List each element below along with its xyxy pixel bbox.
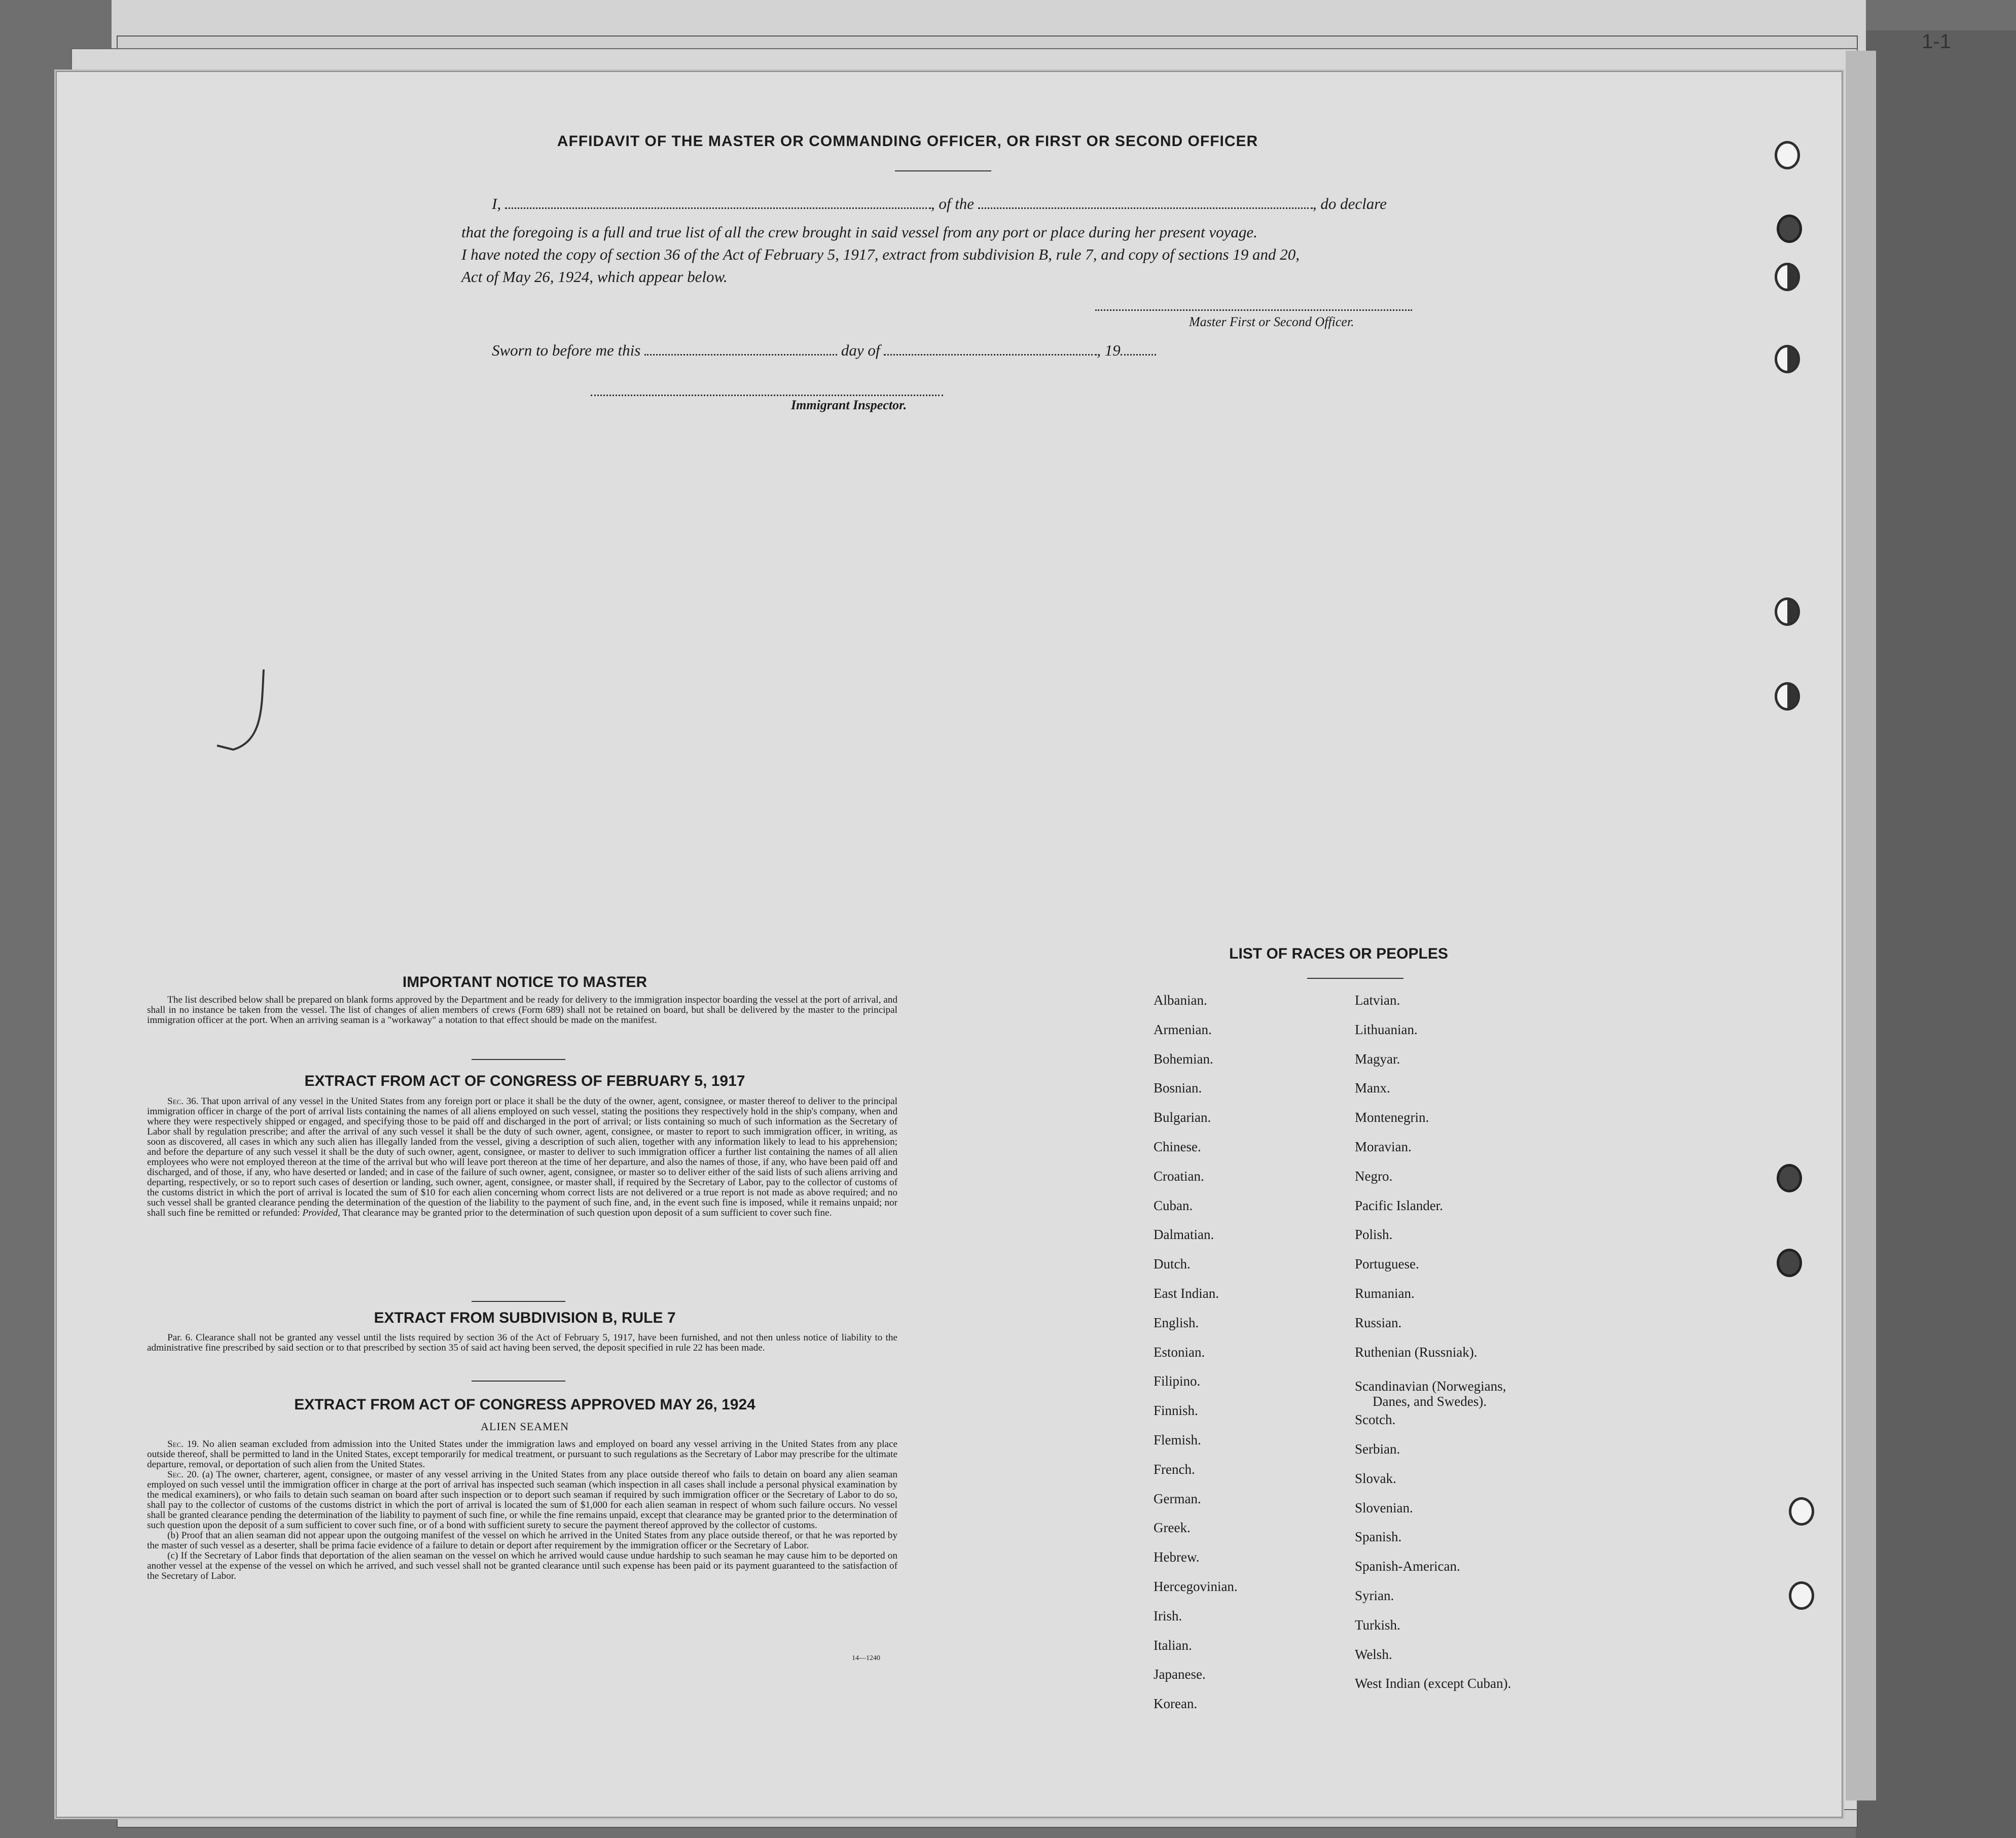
sec-19-label: Sec. 19. xyxy=(167,1439,199,1450)
punch-hole-icon xyxy=(1775,345,1800,373)
vessel-blank[interactable] xyxy=(978,197,1313,209)
punch-hole-icon xyxy=(1777,1164,1802,1192)
race-item: West Indian (except Cuban). xyxy=(1355,1676,1511,1691)
race-item: Lithuanian. xyxy=(1355,1021,1418,1037)
race-item: Manx. xyxy=(1355,1080,1390,1096)
affidavit-line-2: that the foregoing is a full and true list of all the crew brought in said vessel from any port or place during her present voyage. xyxy=(461,223,1257,241)
notice-text xyxy=(147,995,897,1026)
race-item: Slovak. xyxy=(1355,1470,1396,1486)
race-item: Negro. xyxy=(1355,1168,1393,1184)
race-item: Polish. xyxy=(1355,1227,1393,1243)
race-item: Scotch. xyxy=(1355,1412,1396,1428)
race-item: Cuban. xyxy=(1154,1197,1193,1213)
sworn-day-blank[interactable] xyxy=(644,344,837,356)
races-rule xyxy=(1307,978,1403,979)
race-item: Irish. xyxy=(1154,1608,1182,1623)
race-item: Serbian. xyxy=(1355,1441,1400,1457)
race-item: Dalmatian. xyxy=(1154,1227,1214,1243)
affidavit-i: I, xyxy=(492,195,501,213)
name-blank[interactable] xyxy=(505,197,931,209)
sec-36-label: Sec. 36. xyxy=(167,1096,199,1107)
race-item: Portuguese. xyxy=(1355,1256,1419,1272)
race-item: Albanian. xyxy=(1154,993,1207,1008)
race-item: Ruthenian (Russniak). xyxy=(1355,1344,1478,1360)
race-item: French. xyxy=(1154,1461,1195,1477)
section-rule xyxy=(472,1059,565,1060)
affidavit-line-3: I have noted the copy of section 36 of the Act of February 5, 1917, extract from subdivision B, rule 7, and copy of sections 19 and 20, xyxy=(461,245,1300,263)
sec-19-body: No alien seaman excluded from admission into the United States under the immigration laws and employed on board any vessel arriving in the United States from any place outside thereof, shall be permitted to land in the United States, except temporarily for medical treatment, or pursuant to such regulations as the Secretary of Labor may prescribe for the ultimate departure, removal, or deportation of such alien from the United States. xyxy=(147,1439,897,1470)
master-signature-line[interactable] xyxy=(1095,309,1412,311)
race-item: Rumanian. xyxy=(1355,1286,1415,1301)
race-item: Bulgarian. xyxy=(1154,1110,1211,1125)
race-item: Latvian. xyxy=(1355,993,1400,1008)
race-item: Armenian. xyxy=(1154,1021,1212,1037)
race-item: Scandinavian (Norwegians, xyxy=(1355,1378,1506,1394)
race-item: Finnish. xyxy=(1154,1403,1198,1419)
race-item: East Indian. xyxy=(1154,1286,1219,1301)
race-item: Spanish-American. xyxy=(1355,1559,1460,1574)
ink-mark xyxy=(213,664,269,756)
subdivision-b-title: EXTRACT FROM SUBDIVISION B, RULE 7 xyxy=(374,1310,676,1326)
sec-36-body: That upon arrival of any vessel in the United States from any foreign port or place it shall be the duty of the owner, agent, consignee, or master thereof to deliver to the principal immigration officer in charge of the port of arrival lists containing the names of all aliens employed on such vessel, stating the positions they respectively hold in the ship's company, when and where they were respectively shipped or engaged, and specifying those to be paid off and discharged in the port of arrival; or lists containing so much of such information as the Secretary of Labor shall by regulation prescribe; and after the arrival of any such vessel it shall be the duty of such owner, agent, consignee, or master to report to such immigration officer, in writing, as soon as discovered, all cases in which any such alien has illegally landed from the vessel, giving a description of such alien, together with any information likely to lead to his apprehension; and before the departure of any such vessel it shall be the duty of such owner, agent, consignee, or master to deliver to such immigration officer a further list containing the names of all alien employees who were not employed thereon at the time of the arrival but who will leave port thereon at the time of her departure, and also the names of those, if any, who have been paid off and discharged, and of those, if any, who have deserted or landed; and in case of the failure of such owner, agent, consignee, or master so to deliver either of the said lists of such aliens arriving and departing, respectively, or so to report such cases of desertion or landing, such owner, agent, consignee, or master shall, if required by the Secretary of Labor, pay to the collector of customs of the customs district in which the port of arrival is located the sum of $10 for each alien concerning whom correct lists are not delivered or a true report is not made as above required; and no such vessel shall be granted clearance pending the determination of the question of the liability to the payment of such fine, and, in the event such fine is imposed, while it remains unpaid; nor shall such fine be remitted or refunded: xyxy=(147,1096,897,1218)
sworn-year-prefix: , 19 xyxy=(1097,341,1121,359)
race-item: Spanish. xyxy=(1355,1529,1402,1545)
extract-1924-text xyxy=(147,1439,897,1581)
sworn-day-of: day of xyxy=(841,341,880,359)
par-6-text: Par. 6. Clearance shall not be granted any vessel until the lists required by section 36 of the Act of February 5, 1917, have been furnished, and not then unless notice of liability to the administrative fine prescribed by said section or to that prescribed by section 35 of said act having been served, the deposit specified in rule 22 has been made. xyxy=(147,1332,897,1353)
sworn-month-blank[interactable] xyxy=(884,344,1097,356)
race-item: English. xyxy=(1154,1315,1199,1330)
print-code: 14—1240 xyxy=(852,1654,880,1662)
affidavit-title: AFFIDAVIT OF THE MASTER OR COMMANDING OFFICER, OR FIRST OR SECOND OFFICER xyxy=(557,133,1258,150)
sworn-year-blank[interactable] xyxy=(1121,344,1156,356)
sec-20b-body: (b) Proof that an alien seaman did not appear upon the outgoing manifest of the vessel on which he arrived in the United States from any place outside thereof, or that he was reported by the master of such vessel as a deserter, shall be prima facie evidence of a failure to detain or deport after requirement by the immigration officer or the Secretary of Labor. xyxy=(147,1530,897,1551)
race-item: Hebrew. xyxy=(1154,1549,1200,1565)
race-item: Italian. xyxy=(1154,1637,1192,1653)
race-item: Syrian. xyxy=(1355,1588,1394,1603)
punch-hole-icon xyxy=(1775,682,1800,711)
punch-hole-icon xyxy=(1789,1581,1814,1610)
race-item: Hercegovinian. xyxy=(1154,1579,1238,1594)
sworn-text: Sworn to before me this xyxy=(492,341,641,359)
affidavit-line-4: Act of May 26, 1924, which appear below. xyxy=(461,268,728,286)
race-item: Croatian. xyxy=(1154,1168,1204,1184)
race-item: Korean. xyxy=(1154,1696,1198,1712)
race-item: Bohemian. xyxy=(1154,1051,1213,1067)
section-rule xyxy=(472,1301,565,1302)
race-item: Slovenian. xyxy=(1355,1500,1413,1515)
notice-title: IMPORTANT NOTICE TO MASTER xyxy=(402,974,647,991)
title-rule xyxy=(895,170,991,171)
punch-hole-icon xyxy=(1775,141,1800,169)
race-item: Moravian. xyxy=(1355,1139,1412,1154)
background-dark-strip xyxy=(1856,30,2016,1838)
race-item: Pacific Islander. xyxy=(1355,1197,1443,1213)
affidavit-of-the: , of the xyxy=(930,195,975,213)
section-rule xyxy=(472,1381,565,1382)
race-item: Flemish. xyxy=(1154,1432,1201,1447)
alien-seamen-subtitle: ALIEN SEAMEN xyxy=(481,1420,569,1433)
race-item: Dutch. xyxy=(1154,1256,1191,1272)
race-item: Russian. xyxy=(1355,1315,1402,1330)
punch-hole-icon xyxy=(1775,263,1800,291)
corner-mark: 1-1 xyxy=(1922,30,1951,53)
extract-1917-title: EXTRACT FROM ACT OF CONGRESS OF FEBRUARY 5, 1917 xyxy=(304,1073,745,1089)
master-signature-caption: Master First or Second Officer. xyxy=(1189,314,1354,329)
race-item: Danes, and Swedes). xyxy=(1373,1394,1487,1409)
inspector-signature-line[interactable] xyxy=(591,395,943,396)
race-item: Magyar. xyxy=(1355,1051,1400,1067)
race-item: Japanese. xyxy=(1154,1667,1206,1682)
punch-hole-icon xyxy=(1789,1497,1814,1526)
affidavit-declare: , do declare xyxy=(1312,195,1387,213)
sec-36-end: That clearance may be granted prior to the determination of such question upon deposit of a sum sufficient to cover such fine. xyxy=(342,1208,832,1218)
inspector-caption: Immigrant Inspector. xyxy=(791,398,907,412)
race-item: Turkish. xyxy=(1355,1617,1400,1633)
races-title: LIST OF RACES OR PEOPLES xyxy=(1229,945,1448,962)
race-item: Bosnian. xyxy=(1154,1080,1202,1096)
provided-word: Provided, xyxy=(302,1208,340,1218)
extract-1917-text xyxy=(147,1097,897,1218)
sec-20-label: Sec. 20. xyxy=(167,1469,199,1480)
extract-1924-title: EXTRACT FROM ACT OF CONGRESS APPROVED MAY 26, 1924 xyxy=(294,1396,755,1413)
page-edge-strip xyxy=(1846,51,1876,1800)
race-item: Filipino. xyxy=(1154,1373,1201,1389)
sec-20c-body: (c) If the Secretary of Labor finds that deportation of the alien seaman on the vessel on which he arrived would cause undue hardship to such seaman he may cause him to be deported on another vessel at the expense of the vessel on which he arrived, and such vessel shall not be granted clearance until such expense has been paid or its payment guaranteed to the satisfaction of the Secretary of Labor. xyxy=(147,1550,897,1581)
race-item: Welsh. xyxy=(1355,1646,1392,1662)
race-item: Estonian. xyxy=(1154,1344,1205,1360)
race-item: German. xyxy=(1154,1491,1201,1506)
affidavit-line-1 xyxy=(492,195,1387,213)
race-item: Montenegrin. xyxy=(1355,1110,1429,1125)
subdivision-b-text xyxy=(147,1333,897,1353)
race-item: Chinese. xyxy=(1154,1139,1201,1154)
race-item: Greek. xyxy=(1154,1520,1191,1536)
punch-hole-icon xyxy=(1777,1249,1802,1277)
notice-paragraph: The list described below shall be prepared on blank forms approved by the Department and be ready for delivery to the immigration inspector boarding the vessel at the port of arrival, and shall in no instance be taken from the vessel. The list of changes of alien members of crews (Form 689) shall not be retained on board, but shall be delivered by the master to the principal immigration officer at the port. When an arriving seaman is a "workaway" a notation to that effect should be made on the manifest. xyxy=(147,995,897,1026)
punch-hole-icon xyxy=(1777,215,1802,243)
sworn-line xyxy=(492,341,1156,360)
punch-hole-icon xyxy=(1775,597,1800,626)
sec-20a-body: (a) The owner, charterer, agent, consignee, or master of any vessel arriving in the United States from any place outside thereof who fails to detain on board any alien seaman employed on such vessel until the immigration officer in charge at the port of arrival has inspected such seaman (which inspection in all cases shall include a personal physical examination by the medical examiners), or who fails to detain such seaman on board after such inspection or to deport such seaman if required by such immigration officer or the Secretary of Labor to do so, shall pay to the collector of customs of the customs district in which the port of arrival is located the sum of $1,000 for each alien seaman in respect of whom such failure occurs. No vessel shall be granted clearance pending the determination of the liability to payment of such fine, or while the fine remains unpaid, except that clearance may be granted prior to the determination of such question upon the deposit of a sum sufficient to cover such fine, or of a bond with sufficient surety to secure the payment thereof approved by the collector of customs. xyxy=(147,1469,898,1531)
